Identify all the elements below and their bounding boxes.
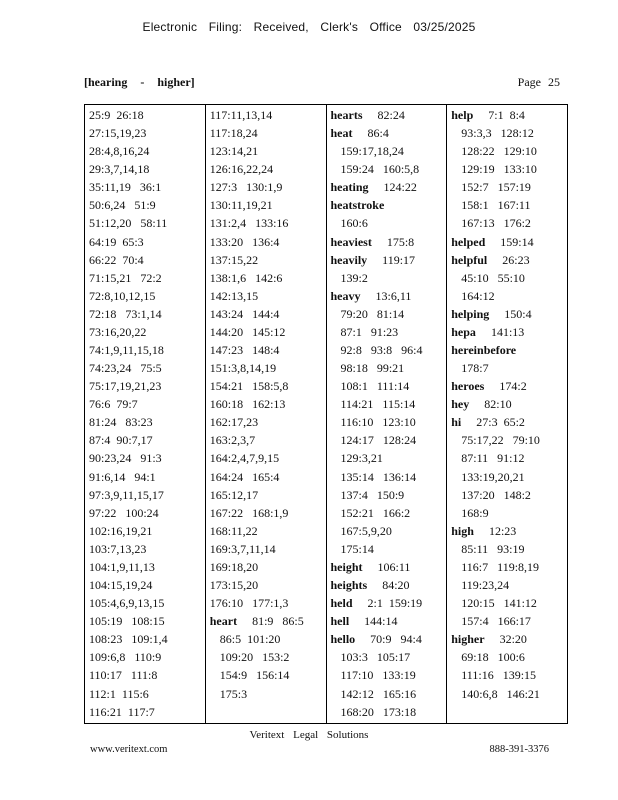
index-ref-line: 112:1 115:6 <box>89 686 149 701</box>
index-ref-line: 154:21 158:5,8 <box>209 379 289 394</box>
index-ref-line: 74:1,9,11,15,18 <box>89 343 164 358</box>
index-term: heavily <box>330 252 368 267</box>
index-term: help <box>451 108 474 122</box>
index-ref-line: 25:9 26:18 <box>89 108 144 122</box>
index-ref-line: 139:2 <box>340 270 368 285</box>
index-term: heroes <box>451 379 485 394</box>
index-refs: 26:23 <box>487 252 530 267</box>
index-ref-line: 28:4,8,16,24 <box>89 144 150 159</box>
index-ref-line: 64:19 65:3 <box>89 234 144 249</box>
index-ref-line: 90:23,24 91:3 <box>89 451 162 466</box>
index-column-2 <box>206 105 327 723</box>
footer-company: Veritext Legal Solutions <box>249 729 369 741</box>
index-term: high <box>451 523 474 538</box>
index-ref-line: 97:3,9,11,15,17 <box>89 487 164 502</box>
index-ref-line: 143:24 144:4 <box>209 306 280 321</box>
index-ref-line: 178:7 <box>461 361 489 376</box>
index-entry-hey <box>447 395 567 413</box>
index-refs: 13:6,11 <box>360 288 412 303</box>
index-refs: 159:14 <box>485 234 534 249</box>
index-entry-heating <box>327 178 447 196</box>
index-ref-line: 117:10 133:19 <box>340 668 416 683</box>
index-ref-line: 123:14,21 <box>209 144 259 159</box>
index-refs: 106:11 <box>362 559 411 574</box>
index-refs: 32:20 <box>484 632 527 647</box>
page-number: Page 25 <box>517 75 560 89</box>
index-refs: 86:4 <box>352 126 389 141</box>
index-entry-heart <box>206 612 326 630</box>
index-term: hello <box>330 632 356 647</box>
index-term: hi <box>451 415 462 430</box>
index-ref-line: 73:16,20,22 <box>89 324 147 339</box>
index-ref-line: 29:3,7,14,18 <box>89 162 150 177</box>
index-refs: 82:10 <box>469 397 512 412</box>
index-ref-line: 142:13,15 <box>209 288 259 303</box>
index-entry-heaviest <box>327 233 447 251</box>
index-term: helpful <box>451 252 488 267</box>
index-entry-hepa <box>447 323 567 341</box>
index-ref-line: 129:3,21 <box>340 451 383 466</box>
index-ref-line: 167:13 176:2 <box>461 216 531 231</box>
index-ref-line: 69:18 100:6 <box>461 650 525 665</box>
index-ref-line: 35:11,19 36:1 <box>89 180 162 195</box>
index-refs: 27:3 65:2 <box>461 415 525 430</box>
index-ref-line: 109:6,8 110:9 <box>89 650 162 665</box>
index-ref-line: 87:11 91:12 <box>461 451 525 466</box>
index-ref-line: 169:3,7,11,14 <box>209 541 276 556</box>
index-ref-line: 131:2,4 133:16 <box>209 216 289 231</box>
index-entry-hell <box>327 612 447 630</box>
index-ref-line: 109:20 153:2 <box>219 650 290 665</box>
index-ref-line: 137:4 150:9 <box>340 487 405 502</box>
word-index-table <box>84 104 568 724</box>
index-entry-hearts <box>327 106 447 124</box>
index-ref-line: 116:10 123:10 <box>340 415 416 430</box>
index-ref-line: 102:16,19,21 <box>89 523 153 538</box>
index-term: hearts <box>330 108 363 122</box>
index-term: helping <box>451 306 490 321</box>
index-ref-line: 108:23 109:1,4 <box>89 632 168 647</box>
index-ref-line: 135:14 136:14 <box>340 469 417 484</box>
index-ref-line: 133:19,20,21 <box>461 469 525 484</box>
index-ref-line: 169:18,20 <box>209 559 259 574</box>
index-ref-line: 108:1 111:14 <box>340 379 410 394</box>
index-ref-line: 152:21 166:2 <box>340 505 411 520</box>
index-term: heavy <box>330 288 361 303</box>
index-refs: 150:4 <box>489 306 532 321</box>
index-term: higher <box>451 632 485 647</box>
index-ref-line: 103:7,13,23 <box>89 541 147 556</box>
index-refs: 175:8 <box>371 234 415 249</box>
index-ref-line: 168:11,22 <box>209 523 258 538</box>
index-entry-held <box>327 594 447 612</box>
index-ref-line: 75:17,22 79:10 <box>461 433 540 448</box>
index-term: heaviest <box>330 234 372 249</box>
index-ref-line: 164:2,4,7,9,15 <box>209 451 280 466</box>
index-refs: 119:17 <box>367 252 416 267</box>
index-ref-line: 159:24 160:5,8 <box>340 162 420 177</box>
index-ref-line: 75:17,19,21,23 <box>89 379 162 394</box>
index-refs: 124:22 <box>368 180 417 195</box>
index-ref-line: 119:23,24 <box>461 578 510 593</box>
index-entry-hereinbefore <box>447 341 567 359</box>
electronic-filing-stamp: Electronic Filing: Received, Clerk's Office 03/25/2025 <box>142 20 476 34</box>
index-ref-line: 175:14 <box>340 541 374 556</box>
index-ref-line: 93:3,3 128:12 <box>461 126 534 141</box>
index-refs: 70:9 94:4 <box>355 632 422 647</box>
index-ref-line: 27:15,19,23 <box>89 126 147 141</box>
index-ref-line: 104:15,19,24 <box>89 578 153 593</box>
index-ref-line: 137:15,22 <box>209 252 259 267</box>
index-ref-line: 152:7 157:19 <box>461 180 531 195</box>
index-term: heat <box>330 126 353 141</box>
index-ref-line: 142:12 165:16 <box>340 686 417 701</box>
index-term: helped <box>451 234 486 249</box>
index-entry-helping <box>447 305 567 323</box>
index-ref-line: 110:17 111:8 <box>89 668 158 683</box>
index-column-4 <box>447 105 567 723</box>
index-refs: 82:24 <box>362 108 405 122</box>
index-entry-help <box>447 106 567 124</box>
index-entry-helpful <box>447 251 567 269</box>
index-ref-line: 50:6,24 51:9 <box>89 198 156 213</box>
index-refs: 141:13 <box>475 324 525 339</box>
index-ref-line: 116:21 117:7 <box>89 704 155 719</box>
index-ref-line: 116:7 119:8,19 <box>461 559 540 574</box>
index-term: hell <box>330 614 350 629</box>
index-entry-higher <box>447 630 567 648</box>
index-ref-line: 98:18 99:21 <box>340 361 405 376</box>
index-term: heatstroke <box>330 198 385 213</box>
index-term: held <box>330 596 353 611</box>
index-ref-line: 164:12 <box>461 288 495 303</box>
index-ref-line: 45:10 55:10 <box>461 270 525 285</box>
index-ref-line: 51:12,20 58:11 <box>89 216 168 231</box>
index-column-1 <box>85 105 206 723</box>
index-entry-helped <box>447 233 567 251</box>
index-ref-line: 158:1 167:11 <box>461 198 531 213</box>
index-ref-line: 168:9 <box>461 505 489 520</box>
index-term: hey <box>451 397 470 412</box>
index-ref-line: 126:16,22,24 <box>209 162 274 177</box>
index-ref-line: 162:17,23 <box>209 415 259 430</box>
index-refs: 84:20 <box>367 578 410 593</box>
index-refs: 174:2 <box>484 379 527 394</box>
index-entry-height <box>327 558 447 576</box>
index-term: hereinbefore <box>451 343 517 358</box>
index-ref-line: 137:20 148:2 <box>461 487 531 502</box>
footer-phone: 888-391-3376 <box>489 744 549 755</box>
index-ref-line: 86:5 101:20 <box>219 632 281 647</box>
index-ref-line: 72:8,10,12,15 <box>89 288 156 303</box>
index-range-header: [hearing - higher] <box>84 75 195 89</box>
index-term: hepa <box>451 324 476 339</box>
index-ref-line: 130:11,19,21 <box>209 198 273 213</box>
index-entry-heights <box>327 576 447 594</box>
index-ref-line: 140:6,8 146:21 <box>461 686 540 701</box>
index-ref-line: 105:4,6,9,13,15 <box>89 596 165 611</box>
index-ref-line: 160:6 <box>340 216 368 231</box>
index-entry-hello <box>327 630 447 648</box>
index-refs: 81:9 86:5 <box>237 614 304 629</box>
index-ref-line: 117:11,13,14 <box>209 108 273 122</box>
index-ref-line: 163:2,3,7 <box>209 433 256 448</box>
index-refs: 2:1 159:19 <box>352 596 423 611</box>
index-entry-heat <box>327 124 447 142</box>
index-ref-line: 71:15,21 72:2 <box>89 270 162 285</box>
index-ref-line: 79:20 81:14 <box>340 306 405 321</box>
index-ref-line: 129:19 133:10 <box>461 162 537 177</box>
index-ref-line: 105:19 108:15 <box>89 614 165 629</box>
index-refs: 7:1 8:4 <box>473 108 525 122</box>
index-ref-line: 159:17,18,24 <box>340 144 404 159</box>
index-ref-line: 66:22 70:4 <box>89 252 144 267</box>
index-ref-line: 120:15 141:12 <box>461 596 537 611</box>
index-ref-line: 103:3 105:17 <box>340 650 411 665</box>
index-term: heating <box>330 180 369 195</box>
index-ref-line: 133:20 136:4 <box>209 234 280 249</box>
index-ref-line: 92:8 93:8 96:4 <box>340 343 423 358</box>
index-ref-line: 168:20 173:18 <box>340 704 417 719</box>
index-ref-line: 128:22 129:10 <box>461 144 537 159</box>
index-ref-line: 167:5,9,20 <box>340 523 392 538</box>
index-entry-hi <box>447 413 567 431</box>
index-ref-line: 144:20 145:12 <box>209 324 286 339</box>
index-column-3 <box>327 105 448 723</box>
index-ref-line: 87:4 90:7,17 <box>89 433 153 448</box>
index-ref-line: 157:4 166:17 <box>461 614 531 629</box>
index-ref-line: 72:18 73:1,14 <box>89 306 162 321</box>
index-ref-line: 124:17 128:24 <box>340 433 417 448</box>
index-ref-line: 117:18,24 <box>209 126 258 141</box>
index-entry-heavy <box>327 287 447 305</box>
index-ref-line: 160:18 162:13 <box>209 397 286 412</box>
index-ref-line: 91:6,14 94:1 <box>89 469 156 484</box>
index-ref-line: 176:10 177:1,3 <box>209 596 289 611</box>
index-term: height <box>330 559 363 574</box>
index-ref-line: 138:1,6 142:6 <box>209 270 283 285</box>
index-ref-line: 104:1,9,11,13 <box>89 559 155 574</box>
index-refs: 12:23 <box>473 523 517 538</box>
index-entry-high <box>447 522 567 540</box>
index-term: heart <box>209 614 238 629</box>
index-ref-line: 154:9 156:14 <box>219 668 290 683</box>
index-ref-line: 76:6 79:7 <box>89 397 138 412</box>
index-ref-line: 175:3 <box>219 686 248 701</box>
index-ref-line: 87:1 91:23 <box>340 324 399 339</box>
footer-website: www.veritext.com <box>90 744 168 755</box>
index-ref-line: 111:16 139:15 <box>461 668 537 683</box>
index-ref-line: 127:3 130:1,9 <box>209 180 283 195</box>
index-term: heights <box>330 578 368 593</box>
index-entry-heroes <box>447 377 567 395</box>
index-ref-line: 164:24 165:4 <box>209 469 280 484</box>
index-ref-line: 85:11 93:19 <box>461 541 525 556</box>
index-entry-heatstroke <box>327 196 447 214</box>
index-entry-heavily <box>327 251 447 269</box>
index-ref-line: 114:21 115:14 <box>340 397 416 412</box>
index-ref-line: 165:12,17 <box>209 487 259 502</box>
index-refs: 144:14 <box>349 614 398 629</box>
index-ref-line: 173:15,20 <box>209 578 259 593</box>
index-ref-line: 167:22 168:1,9 <box>209 505 289 520</box>
index-ref-line: 81:24 83:23 <box>89 415 153 430</box>
index-ref-line: 74:23,24 75:5 <box>89 361 162 376</box>
index-ref-line: 97:22 100:24 <box>89 505 159 520</box>
index-ref-line: 151:3,8,14,19 <box>209 361 277 376</box>
index-ref-line: 147:23 148:4 <box>209 343 280 358</box>
